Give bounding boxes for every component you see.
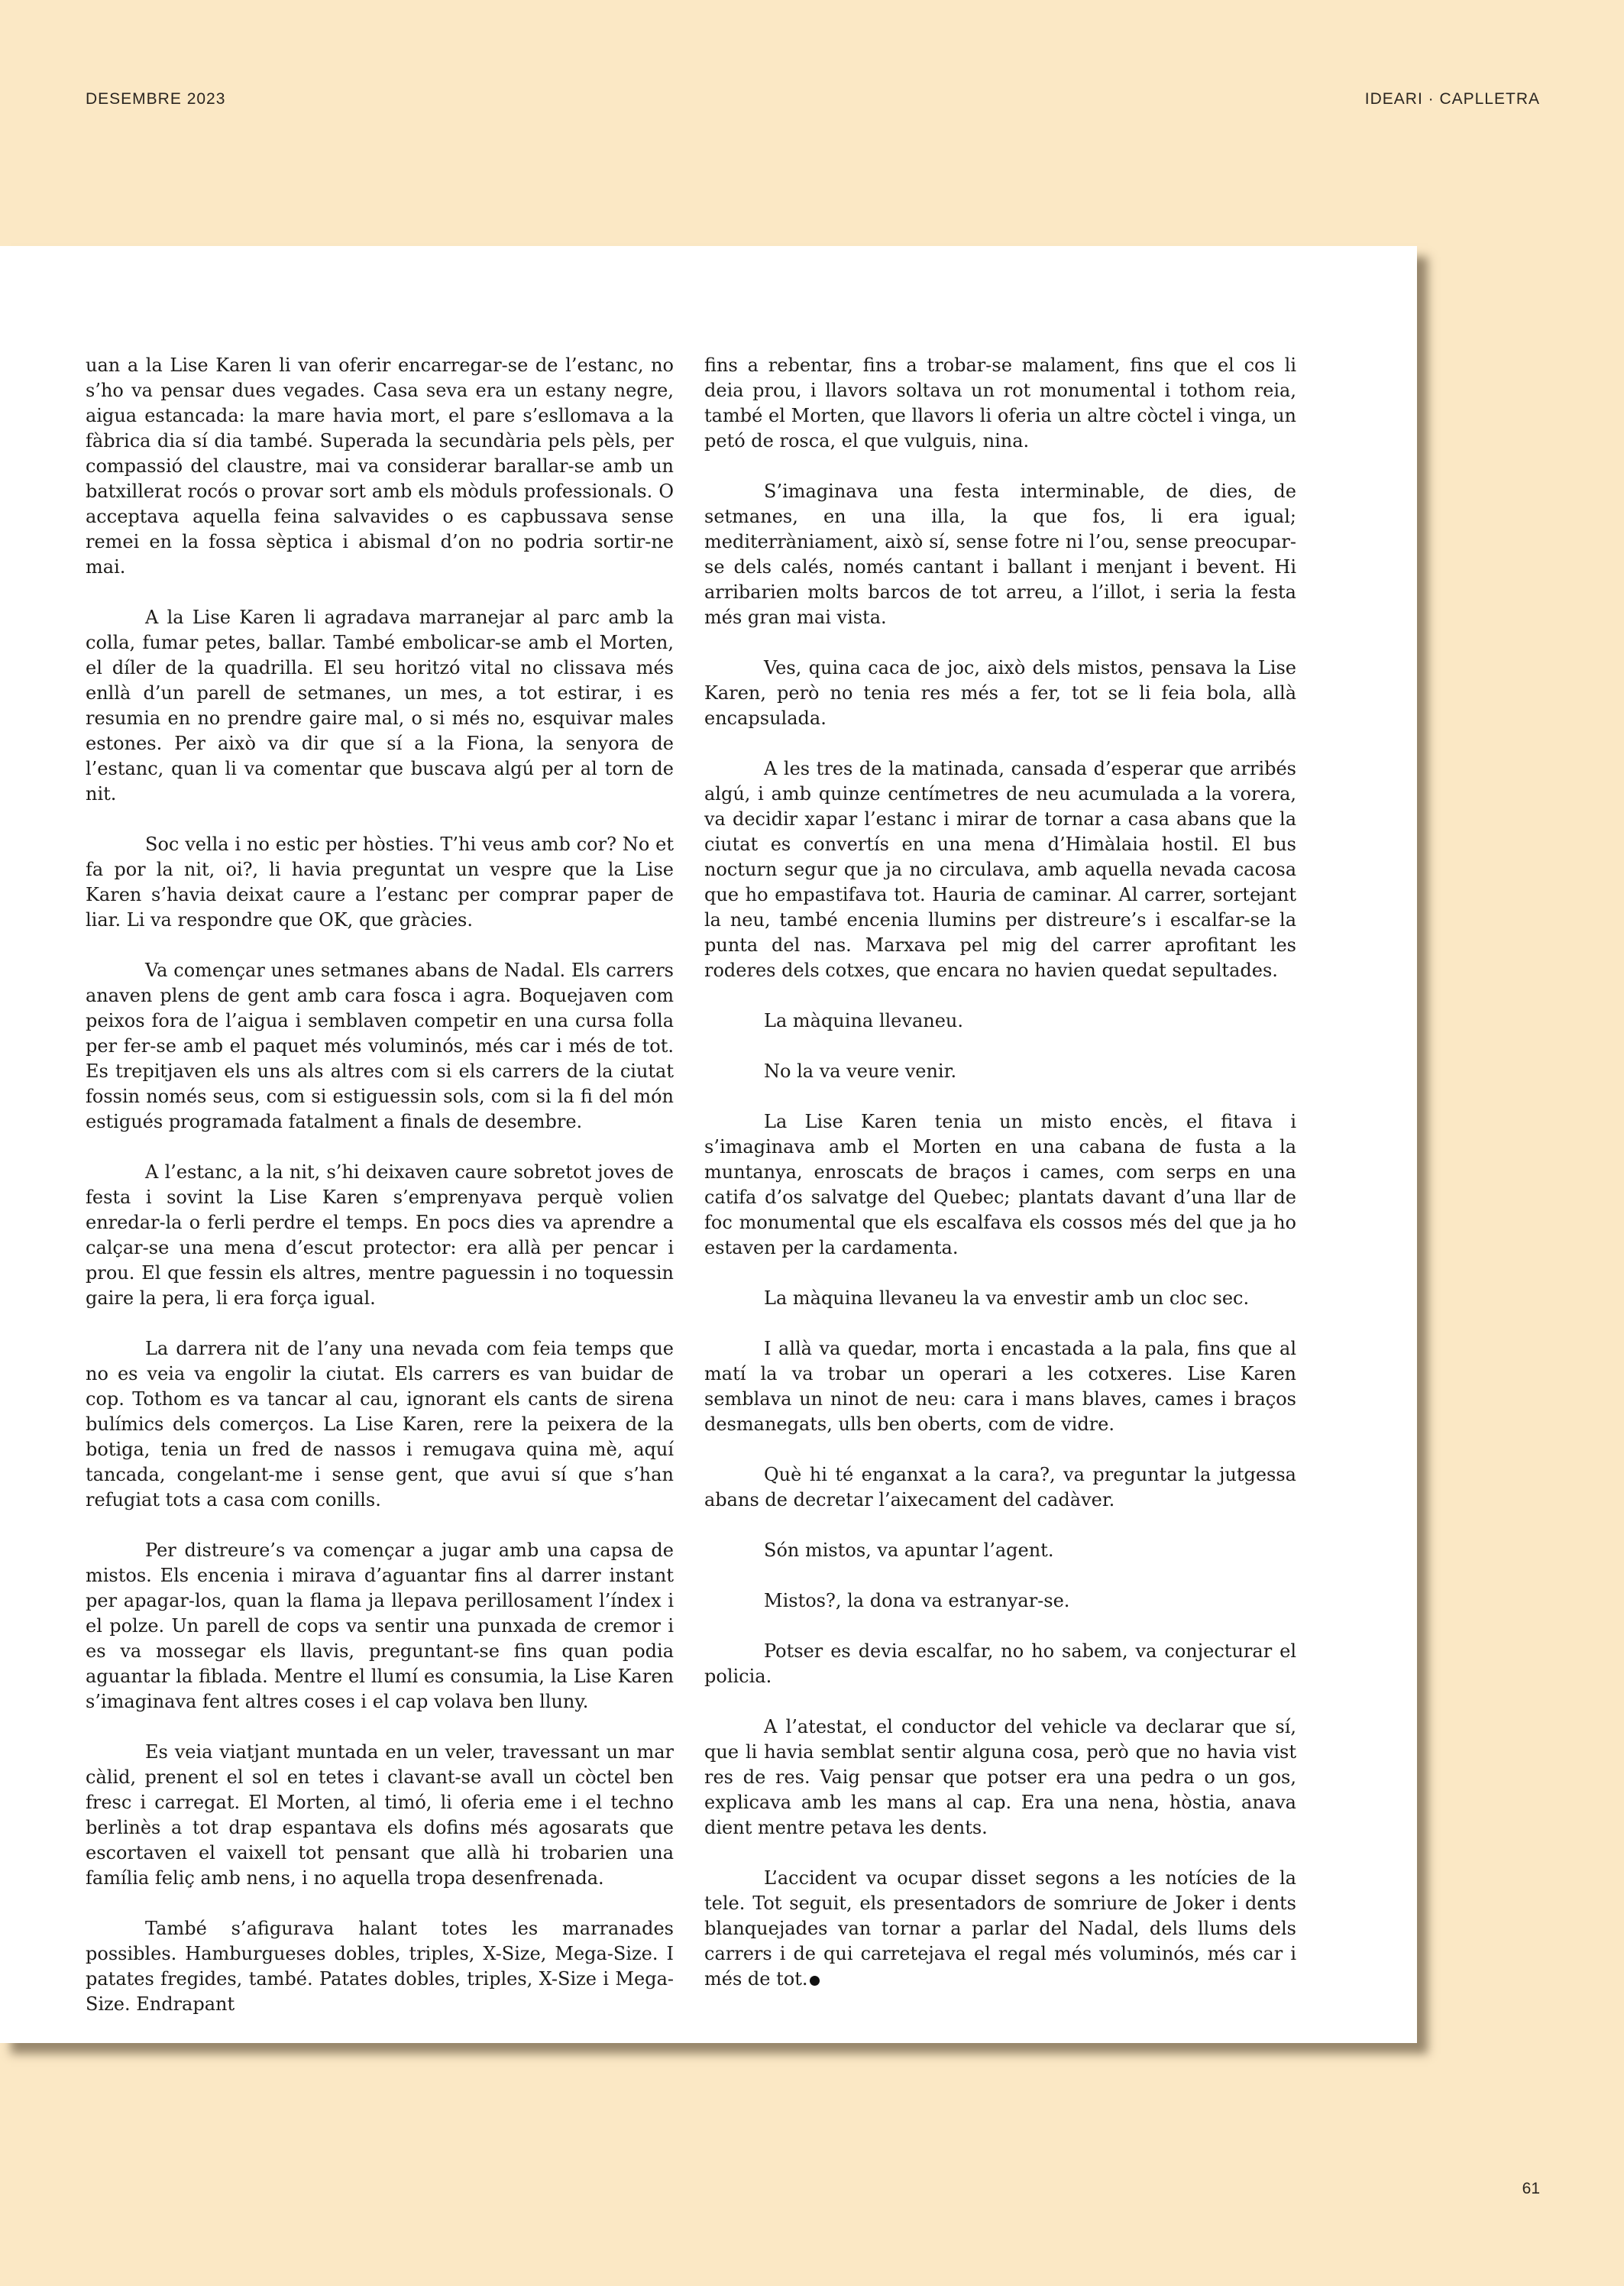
running-head-date: DESEMBRE 2023 (86, 90, 226, 108)
paragraph: Mistos?, la dona va estranyar-se. (764, 1590, 1070, 1611)
final-paragraph-text: L’accident va ocupar disset segons a les notícies de la tele. Tot seguit, els presentadors de somriure de Joker i dents blanquejades van tornar a parlar del Nadal, dels llums dels carrers i de qui carretejava el regal més voluminós, més car i més de tot. (704, 1867, 1296, 1990)
paragraph: Soc vella i no estic per hòsties. T’hi veus amb cor? No et fa por la nit, oi?, li havia preguntat un vespre que la Lise Karen s’havia deixat caure a l’estanc per comprar paper de liar. Li va respondre que OK, que gràcies. (86, 834, 674, 931)
end-of-article-mark (810, 1976, 820, 1986)
paragraph: Per distreure’s va començar a jugar amb una capsa de mistos. Els encenia i mirava d’aguantar fins al darrer instant per apagar-los, quan la flama ja llepava perillosament l’índex i el polze. Un parell de cops va sentir una punxada de cremor i es va mossegar els llavis, preguntant-se fins quan podia aguantar la fiblada. Mentre el llumí es consumia, la Lise Karen s’imaginava fent altres coses i el cap volava ben lluny. (86, 1540, 674, 1712)
paragraph: La màquina llevaneu la va envestir amb un cloc sec. (764, 1287, 1250, 1309)
paragraph: Es veia viatjant muntada en un veler, travessant un mar càlid, prenent el sol en tetes i clavant-se avall un còctel ben fresc i carregat. El Morten, al timó, li oferia eme i el techno berlinès a tot drap espantava els dofins més agosarats que escortaven el vaixell tot pensant que allà hi trobarien una família feliç amb nens, i no aquella tropa desenfrenada. (86, 1741, 674, 1889)
paragraph: fins a rebentar, fins a trobar-se malament, fins que el cos li deia prou, i llavors soltava un rot monumental i tothom reia, també el Morten, que llavors li oferia un altre còctel i vinga, un petó de rosca, el que vulguis, nina. (704, 355, 1296, 452)
article-page (0, 246, 1417, 2043)
paragraph: S’imaginava una festa interminable, de dies, de setmanes, en una illa, la que fos, li era igual; mediterràniament, això sí, sense fotre ni l’ou, sense preocupar-se dels calés, només cantant i ballant i menjant i bevent. Hi arribarien molts barcos de tot arreu, a l’illot, i seria la festa més gran mai vista. (704, 481, 1296, 628)
paragraph: I allà va quedar, morta i encastada a la pala, fins que al matí la va trobar un operari a les cotxeres. Lise Karen semblava un ninot de neu: cara i mans blaves, cames i braços desmanegats, ulls ben oberts, com de vidre. (704, 1338, 1296, 1435)
text-column-left (86, 353, 674, 2017)
paragraph: Potser es devia escalfar, no ho sabem, va conjecturar el policia. (704, 1640, 1296, 1687)
paragraph: També s’afigurava halant totes les marranades possibles. Hamburgueses dobles, triples, X-Size, Mega-Size. I patates fregides, també. Patates dobles, triples, X-Size i Mega-Size. Endrapant (86, 1918, 674, 2015)
paragraph: No la va veure venir. (764, 1060, 957, 1082)
page-number: 61 (1522, 2180, 1540, 2197)
paragraph: La Lise Karen tenia un misto encès, el fitava i s’imaginava amb el Morten en una cabana de fusta a la muntanya, enroscats de braços i cames, com serps en una catifa d’os salvatge del Quebec; plantats davant d’una llar de foc monumental que els escalfava els cossos més del que ja ho estaven per la cardamenta. (704, 1111, 1296, 1258)
text-column-right (704, 353, 1296, 1992)
paragraph: A les tres de la matinada, cansada d’esperar que arribés algú, i amb quinze centímetres de neu acumulada a la vorera, va decidir xapar l’estanc i mirar de tornar a casa abans que la ciutat es convertís en una mena d’Himàlaia hostil. El bus nocturn segur que ja no circulava, amb aquella nevada cacosa que ho empastifava tot. Hauria de caminar. Al carrer, sortejant la neu, també encenia llumins per distreure’s i escalfar-se la punta del nas. Marxava pel mig del carrer aprofitant les roderes dels cotxes, que encara no havien quedat sepultades. (704, 758, 1296, 981)
paragraph: Ves, quina caca de joc, això dels mistos, pensava la Lise Karen, però no tenia res més a fer, tot se li feia bola, allà encapsulada. (704, 657, 1296, 729)
paragraph-final (704, 1866, 1296, 1992)
paragraph: Va començar unes setmanes abans de Nadal. Els carrers anaven plens de gent amb cara fosca i agra. Boquejaven com peixos fora de l’aigua i semblaven competir en una cursa folla per fer-se amb el paquet més voluminós, més car i més de tot. Es trepitjaven els uns als altres com si els carrers de la ciutat fossin només seus, com si estiguessin sols, com si la fi del món estigués programada fatalment a finals de desembre. (86, 960, 674, 1132)
paragraph: uan a la Lise Karen li van oferir encarregar-se de l’estanc, no s’ho va pensar dues vegades. Casa seva era un estany negre, aigua estancada: la mare havia mort, el pare s’esllomava a la fàbrica dia sí dia també. Superada la secundària pels pèls, per compassió del claustre, mai va considerar barallar-se amb un batxillerat rocós o provar sort amb els mòduls professionals. O acceptava aquella feina salvavides o es capbussava sense remei en la fossa sèptica i abismal d’on no podria sortir-ne mai. (86, 355, 674, 578)
paragraph: La darrera nit de l’any una nevada com feia temps que no es veia va engolir la ciutat. Els carrers es van buidar de cop. Tothom es va tancar al cau, ignorant els cants de sirena bulímics dels comerços. La Lise Karen, rere la peixera de la botiga, tenia un fred de nassos i remugava quina mè, aquí tancada, congelant-me i sense gent, que avui sí que s’han refugiat tots a casa com conills. (86, 1338, 674, 1511)
paragraph: A la Lise Karen li agradava marranejar al parc amb la colla, fumar petes, ballar. També embolicar-se amb el Morten, el díler de la quadrilla. El seu horitzó vital no clissava més enllà d’un parell de setmanes, un mes, a tot estirar, i es resumia en no prendre gaire mal, o si més no, esquivar males estones. Per això va dir que sí a la Fiona, la senyora de l’estanc, quan li va comentar que buscava algú per al torn de nit. (86, 607, 674, 805)
running-head-section: IDEARI · CAPLLETRA (1364, 90, 1540, 108)
paragraph: A l’atestat, el conductor del vehicle va declarar que sí, que li havia semblat sentir alguna cosa, però que no havia vist res de res. Vaig pensar que potser era una pedra o un gos, explicava amb les mans al cap. Era una nena, hòstia, anava dient mentre petava les dents. (704, 1716, 1296, 1838)
paragraph: Són mistos, va apuntar l’agent. (764, 1540, 1054, 1561)
paragraph: Què hi té enganxat a la cara?, va preguntar la jutgessa abans de decretar l’aixecament del cadàver. (704, 1464, 1296, 1511)
paragraph: A l’estanc, a la nit, s’hi deixaven caure sobretot joves de festa i sovint la Lise Karen s’emprenyava perquè volien enredar-la o ferli perdre el temps. En pocs dies va aprendre a calçar-se una mena d’escut protector: era allà per pencar i prou. El que fessin els altres, mentre paguessin i no toquessin gaire la pera, li era força igual. (86, 1161, 674, 1309)
paragraph: La màquina llevaneu. (764, 1010, 963, 1031)
